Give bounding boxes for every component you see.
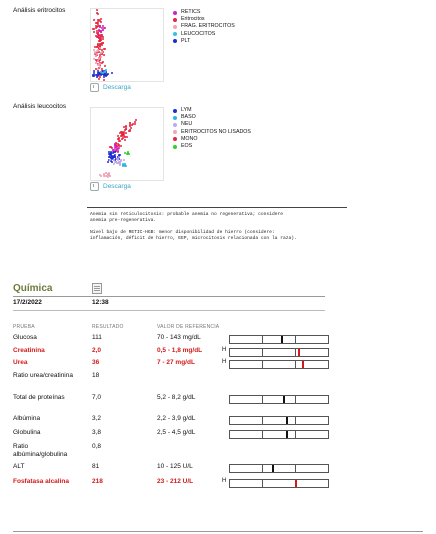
scatter-point [102,61,104,63]
erythro-legend [173,9,235,45]
scatter-point [101,68,103,70]
scatter-point [119,163,121,165]
legend-dot-icon [173,145,177,149]
legend-label: LEUCOCITOS [181,30,216,37]
column-header-reference: VALOR DE REFERENCIA [157,324,220,330]
gauge-tick [295,361,296,368]
scatter-point [127,152,129,154]
report-icon[interactable] [92,283,102,294]
legend-dot-icon [173,11,177,15]
test-name: Creatinina [13,347,45,354]
test-name: Urea [13,359,28,366]
legend-dot-icon [173,25,177,29]
legend-label: MONO [181,135,198,142]
range-gauge [229,360,329,369]
legend-dot-icon [173,32,177,36]
test-result: 2,0 [92,347,102,354]
legend-dot-icon [173,130,177,134]
test-name: Albúmina [13,415,41,422]
range-gauge [229,479,329,488]
gauge-marker [283,396,285,403]
chemistry-title-rule [13,296,325,297]
scatter-point [96,9,98,11]
test-result: 0,8 [92,443,102,450]
legend-label: NEU [181,121,193,128]
test-name: Ratio albúmina/globulina [13,443,68,458]
scatter-point [128,130,130,132]
scatter-point [103,54,105,56]
scatter-point [102,38,104,40]
erythro-scatter-plot [90,8,164,82]
test-reference: 70 - 143 mg/dL [157,334,201,341]
scatter-point [95,62,97,64]
scatter-point [98,78,100,80]
legend-label: BASO [181,114,196,121]
legend-dot-icon [173,39,177,43]
legend-item [173,129,251,136]
erythro-download-link[interactable] [90,83,131,92]
scatter-point [96,46,98,48]
scatter-point [109,156,111,158]
scatter-point [105,69,107,71]
scatter-point [93,19,95,21]
range-gauge [229,335,329,344]
test-name: Fosfatasa alcalina [13,478,69,485]
leuko-legend [173,107,251,150]
scatter-point [104,65,106,67]
leuko-download-label: Descarga [103,183,131,190]
scatter-point [101,44,103,46]
high-flag: H [222,478,227,484]
legend-dot-icon [173,18,177,22]
scatter-point [102,42,104,44]
legend-dot-icon [173,137,177,141]
scatter-point [95,55,97,57]
scatter-point [93,31,95,33]
note-line: inflamación, déficit de hierro, EEP, microcitosis relacionada con la raza). [90,236,297,241]
gauge-tick [295,465,296,472]
gauge-marker [286,431,288,438]
scatter-point [134,123,136,125]
scatter-point [111,72,113,74]
gauge-tick [295,417,296,424]
high-flag: H [222,359,227,365]
scatter-point [117,135,119,137]
note-retic-hgb [90,230,340,242]
scatter-point [101,51,103,53]
scatter-point [109,154,111,156]
test-reference: 0,5 - 1,8 mg/dL [157,347,203,354]
gauge-tick [295,396,296,403]
gauge-tick [262,349,263,356]
scatter-point [135,119,137,121]
scatter-point [106,175,108,177]
test-result: 218 [92,478,103,485]
range-gauge [229,430,329,439]
legend-dot-icon [173,123,177,127]
scatter-point [96,53,98,55]
note-line: anemia pre-regenerativa. [90,218,157,223]
gauge-tick [262,465,263,472]
download-icon [90,182,99,191]
chemistry-title: Química [13,283,53,294]
legend-item [173,23,235,30]
legend-item [173,143,251,150]
download-icon [90,83,99,92]
legend-item [173,16,235,23]
leuko-section-label: Análisis leucocitos [13,103,67,110]
legend-dot-icon [173,109,177,113]
leuko-scatter-plot [90,107,164,181]
scatter-point [124,129,126,131]
scatter-point [124,139,126,141]
test-result: 36 [92,359,100,366]
scatter-point [100,71,102,73]
gauge-marker [272,465,274,472]
gauge-tick [262,396,263,403]
test-result: 111 [92,334,102,341]
test-result: 3,2 [92,415,102,422]
test-name: Total de proteínas [13,394,65,401]
test-reference: 7 - 27 mg/dL [157,359,195,366]
scatter-point [117,151,119,153]
note-anemia [90,212,340,224]
scatter-point [114,151,116,153]
legend-item [173,121,251,128]
scatter-point [120,160,122,162]
legend-label: EOS [181,143,193,150]
scatter-point [97,13,99,15]
scatter-point [99,73,101,75]
gauge-tick [262,480,263,487]
legend-item [173,9,235,16]
scatter-point [131,124,133,126]
test-name: ALT [13,463,25,470]
gauge-tick [262,431,263,438]
gauge-marker [281,336,283,343]
scatter-point [117,143,119,145]
note-line: Anemia sin reticulocitosis: probable anemia no regenerativa; considere [90,212,283,217]
erythro-section-label: Análisis eritrocitos [13,7,66,14]
legend-label: PLT [181,37,191,44]
scatter-point [126,136,128,138]
gauge-tick [262,361,263,368]
test-result: 81 [92,463,100,470]
legend-label: LYM [181,107,192,113]
test-reference: 5,2 - 8,2 g/dL [157,394,196,401]
scatter-point [116,162,118,164]
gauge-marker [286,417,288,424]
column-header-result: RESULTADO [92,324,124,330]
gauge-marker [298,349,300,356]
test-reference: 2,2 - 3,9 g/dL [157,415,196,422]
legend-item [173,136,251,143]
chemistry-header-rule [13,310,325,311]
legend-label: Eritrocitos [181,16,205,23]
legend-label: FRAG. ERITROCITOS [181,23,235,30]
legend-dot-icon [173,116,177,120]
legend-item [173,107,251,114]
scatter-point [120,145,122,147]
test-result: 3,8 [92,429,102,436]
test-name: Ratio urea/creatinina [13,372,73,379]
legend-item [173,31,235,38]
high-flag: H [222,347,227,353]
scatter-point [107,161,109,163]
scatter-point [100,18,102,20]
test-result: 18 [92,372,100,379]
chemistry-date: 17/2/2022 [13,299,42,306]
page-bottom-rule [13,531,423,532]
erythro-download-label: Descarga [103,84,131,91]
column-header-test: PRUEBA [13,324,35,330]
leuko-download-link[interactable] [90,182,131,191]
note-line: Nivel bajo de RETIC-HGB: menor disponibilidad de hierro (considere: [90,230,275,235]
gauge-tick [295,349,296,356]
chemistry-time: 12:38 [92,299,109,306]
range-gauge [229,348,329,357]
gauge-tick [262,417,263,424]
gauge-tick [295,336,296,343]
scatter-point [123,159,125,161]
gauge-marker [302,361,304,368]
test-name: Globulina [13,429,41,436]
gauge-marker [295,480,297,487]
legend-item [173,38,235,45]
range-gauge [229,416,329,425]
test-name: Glucosa [13,334,37,341]
scatter-point [93,58,95,60]
legend-label: RETICS [181,9,201,15]
scatter-point [104,48,106,50]
notes-top-rule [87,207,347,208]
test-reference: 2,5 - 4,5 g/dL [157,429,196,436]
scatter-point [101,35,103,37]
test-reference: 23 - 212 U/L [157,478,194,485]
legend-item [173,114,251,121]
scatter-point [118,147,120,149]
gauge-tick [262,336,263,343]
scatter-point [119,140,121,142]
scatter-point [130,127,132,129]
scatter-point [99,20,101,22]
range-gauge [229,464,329,473]
scatter-point [99,76,101,78]
scatter-point [100,175,102,177]
scatter-point [125,126,127,128]
range-gauge [229,395,329,404]
legend-label: ERITROCITOS NO LISADOS [181,128,251,135]
test-reference: 10 - 125 U/L [157,463,193,470]
scatter-point [103,79,105,81]
scatter-point [100,56,102,58]
test-result: 7,0 [92,394,102,401]
gauge-tick [295,431,296,438]
scatter-point [125,132,127,134]
